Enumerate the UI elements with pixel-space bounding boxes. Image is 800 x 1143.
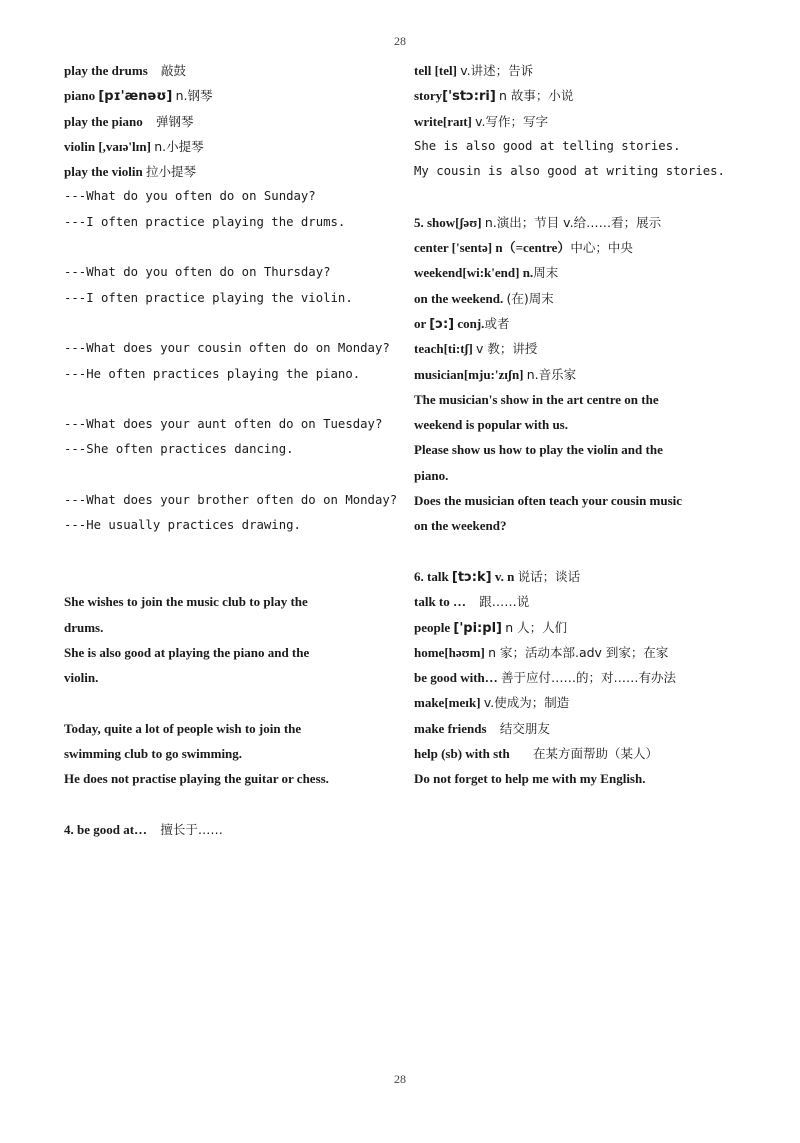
meaning: v 教；讲授 [476, 341, 538, 357]
heading-cn: 擅长于…… [160, 821, 223, 837]
example-sentence: My cousin is also good at writing stories. [414, 164, 725, 179]
word: on the weekend. [414, 290, 504, 306]
example-sentence: violin. [64, 670, 99, 686]
word: make[meɪk] [414, 695, 481, 711]
phonetic: [tɔ:k] [451, 569, 492, 585]
example-sentence: swimming club to go swimming. [64, 746, 243, 762]
dialogue-answer: ---She often practices dancing. [64, 442, 294, 457]
phrase-cn: 弹钢琴 [156, 113, 194, 129]
word: piano [64, 88, 96, 104]
heading-en: 4. be good at… [64, 821, 148, 837]
vocab-line [414, 615, 754, 640]
meaning: 或者 [484, 315, 510, 331]
word: or [414, 315, 427, 331]
word: violin [64, 138, 96, 154]
meaning: n.小提琴 [154, 138, 204, 154]
word: home[həʊm] [414, 644, 485, 660]
vocab-line [64, 58, 394, 83]
vocab-line [414, 286, 754, 311]
vocab-line [414, 589, 754, 614]
part-of-speech: conj. [457, 315, 485, 331]
right-column [414, 58, 754, 792]
meaning: 在某方面帮助（某人） [532, 746, 658, 762]
example-sentence: drums. [64, 619, 104, 635]
word: help (sb) with sth [414, 746, 510, 762]
word: tell [tel] [414, 63, 457, 78]
example-sentence: She is also good at playing the piano and the [64, 644, 310, 660]
phonetic: [ɔ:] [429, 316, 455, 332]
dialogue-answer: ---I often practice playing the drums. [64, 214, 346, 229]
word: talk to … [414, 594, 466, 610]
dialogue-answer: ---I often practice playing the violin. [64, 290, 353, 305]
word: teach[ti:tʃ] [414, 341, 473, 357]
dialogue-question: ---What do you often do on Sunday? [64, 189, 316, 204]
word: people [414, 619, 451, 635]
meaning: n.钢琴 [175, 88, 213, 104]
phonetic: ['pi:pl] [453, 620, 502, 636]
word: 6. talk [414, 568, 449, 584]
meaning: 说话；谈话 [517, 568, 581, 584]
vocab-line [414, 83, 754, 108]
phonetic: [pɪ'ænəʊ] [98, 89, 173, 105]
vocab-line [414, 564, 754, 589]
example-sentence: on the weekend? [414, 518, 507, 534]
word: write[raɪt] [414, 113, 472, 129]
vocab-line [414, 690, 754, 715]
meaning: 周末 [533, 265, 559, 281]
word: weekend[wi:k'end] n. [414, 265, 534, 281]
left-column [64, 58, 398, 842]
example-sentence: weekend is popular with us. [414, 417, 568, 433]
vocab-line [414, 109, 754, 134]
example-sentence: piano. [414, 467, 449, 483]
word: musician[mju:'zɪʃn] [414, 366, 524, 382]
vocab-line [414, 210, 754, 235]
word: 5. show[ʃəʊ] [414, 214, 482, 230]
word: be good with… [414, 670, 498, 686]
example-sentence: The musician's show in the art centre on the [414, 391, 659, 407]
dialogue-question: ---What do you often do on Thursday? [64, 265, 331, 280]
page-number-top: 28 [394, 34, 406, 48]
meaning: (在)周末 [506, 290, 554, 306]
example-sentence: Do not forget to help me with my English. [414, 771, 646, 787]
phrase-en: play the piano [64, 113, 143, 129]
vocab-line [414, 235, 754, 260]
part-of-speech: v. n [494, 568, 515, 584]
meaning: n.音乐家 [526, 366, 577, 382]
meaning: 中心；中央 [570, 240, 633, 256]
vocab-line [414, 640, 754, 665]
word: make friends [414, 720, 487, 736]
vocab-line [414, 336, 754, 361]
dialogue-question: ---What does your aunt often do on Tuesday? [64, 417, 383, 432]
example-sentence: Does the musician often teach your cousin music [414, 493, 683, 509]
vocab-line [414, 362, 754, 387]
dialogue-question: ---What does your cousin often do on Monday? [64, 341, 390, 356]
vocab-line [64, 134, 394, 159]
meaning: v.使成为；制造 [483, 695, 570, 711]
vocab-line [64, 159, 394, 184]
meaning: 结交朋友 [499, 720, 550, 736]
meaning: v.讲述；告诉 [460, 63, 534, 78]
meaning: n 人；人们 [505, 619, 568, 635]
page-number-bottom: 28 [394, 1072, 406, 1086]
vocab-line [414, 716, 754, 741]
example-sentence: Please show us how to play the violin and the [414, 442, 663, 458]
section-heading [64, 817, 394, 842]
phonetic: [,vaɪə'lɪn] [98, 138, 151, 154]
phonetic: ['stɔ:ri] [442, 89, 496, 105]
vocab-line [414, 741, 754, 766]
phrase-cn: 敲鼓 [161, 63, 187, 78]
word: center ['sentə] n（=centre） [414, 240, 571, 256]
dialogue-question: ---What does your brother often do on Monday? [64, 493, 398, 508]
example-sentence: Today, quite a lot of people wish to join the [64, 720, 302, 736]
meaning: n.演出；节目 v.给……看；展示 [484, 214, 662, 230]
dialogue-answer: ---He usually practices drawing. [64, 518, 301, 533]
meaning: n 故事；小说 [499, 88, 574, 104]
phrase-cn: 拉小提琴 [146, 164, 197, 180]
vocab-line [414, 311, 754, 336]
vocab-line [414, 260, 754, 285]
phrase-en: play the drums [64, 63, 148, 78]
example-sentence: She wishes to join the music club to play the [64, 594, 308, 610]
meaning: 跟……说 [479, 594, 530, 610]
phrase-en: play the violin [64, 164, 143, 180]
example-sentence: She is also good at telling stories. [414, 138, 681, 153]
example-sentence: He does not practise playing the guitar or chess. [64, 771, 329, 787]
vocab-line [64, 109, 394, 134]
meaning: 善于应付……的；对……有办法 [501, 670, 677, 686]
vocab-line [414, 58, 754, 83]
vocab-line [64, 83, 394, 108]
word: story [414, 88, 443, 104]
vocab-line [414, 665, 754, 690]
meaning: v.写作；写字 [475, 113, 549, 129]
meaning: n 家；活动本部.adv 到家；在家 [488, 644, 669, 660]
dialogue-answer: ---He often practices playing the piano. [64, 366, 361, 381]
